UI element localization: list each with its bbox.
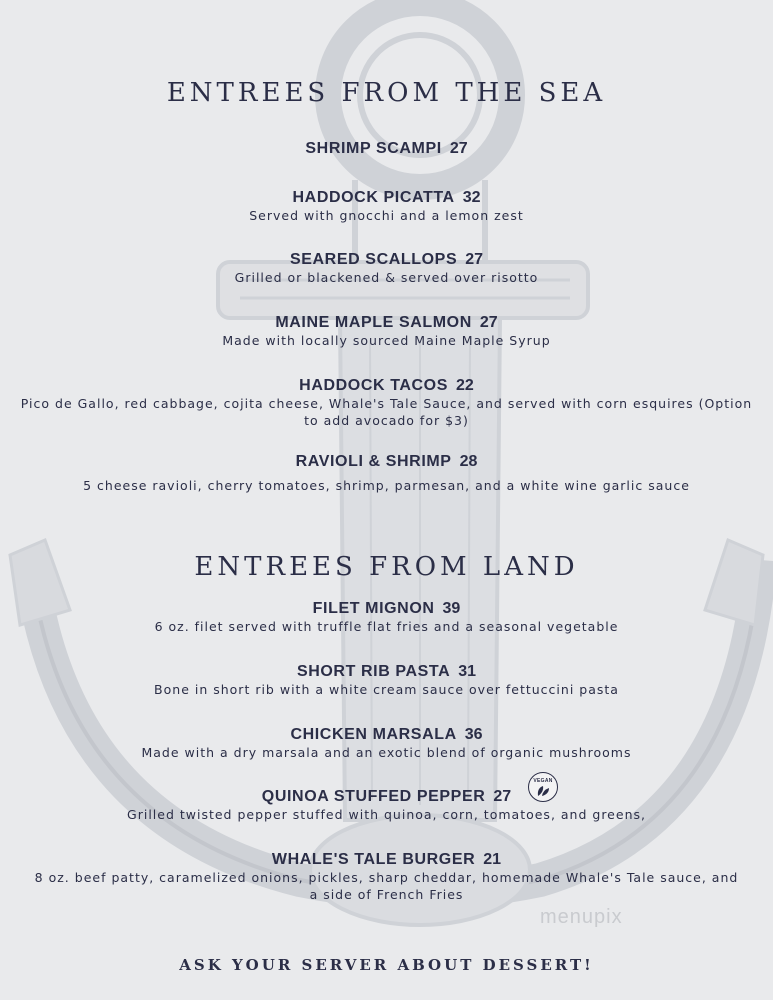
item-price: 27: [479, 314, 498, 331]
menu-item-haddock-tacos: [0, 375, 773, 429]
item-name: FILET MIGNON: [312, 600, 435, 617]
item-name: MAINE MAPLE SALMON: [275, 314, 472, 331]
land-section-title: ENTREES FROM LAND: [194, 552, 579, 582]
watermark: menupix: [540, 906, 623, 928]
item-price: 39: [442, 600, 461, 617]
item-name: SHRIMP SCAMPI: [305, 140, 442, 157]
vegan-label: VEGAN: [533, 778, 553, 784]
item-price: 27: [493, 788, 512, 805]
item-description: 8 oz. beef patty, caramelized onions, pickles, sharp cheddar, homemade Whale's Tale sauce, and a side of French Fries: [34, 870, 739, 902]
item-description: Bone in short rib with a white cream sauce over fettuccini pasta: [154, 682, 619, 697]
menu-item-shrimp-scampi: [0, 138, 773, 158]
item-price: 36: [464, 726, 483, 743]
item-description: Grilled twisted pepper stuffed with quinoa, corn, tomatoes, and greens,: [127, 807, 646, 822]
item-price: 31: [458, 663, 477, 680]
menu-item-maine-maple-salmon: [0, 312, 773, 349]
dessert-footer: ASK YOUR SERVER ABOUT DESSERT!: [179, 956, 594, 974]
item-description: Served with gnocchi and a lemon zest: [249, 208, 524, 223]
menu-item-short-rib-pasta: [0, 661, 773, 698]
item-name: WHALE'S TALE BURGER: [271, 851, 476, 868]
menu-item-ravioli-shrimp: [0, 451, 773, 494]
sea-section-title: ENTREES FROM THE SEA: [166, 78, 607, 108]
item-name: SHORT RIB PASTA: [296, 663, 451, 680]
leaf-icon: [536, 785, 550, 797]
item-price: 27: [449, 140, 468, 157]
item-description: Made with a dry marsala and an exotic blend of organic mushrooms: [141, 745, 632, 760]
item-name: HADDOCK PICATTA: [292, 189, 455, 206]
menu-item-haddock-picatta: [0, 187, 773, 224]
item-description: Made with locally sourced Maine Maple Syrup: [222, 333, 551, 348]
item-description: 6 oz. filet served with truffle flat fries and a seasonal vegetable: [154, 619, 619, 634]
item-name: CHICKEN MARSALA: [290, 726, 457, 743]
item-name: HADDOCK TACOS: [299, 377, 449, 394]
item-name: SEARED SCALLOPS: [289, 251, 458, 268]
item-price: 21: [483, 851, 502, 868]
menu-item-whales-tale-burger: [0, 849, 773, 903]
item-price: 32: [462, 189, 481, 206]
menu-item-quinoa-stuffed-pepper: [0, 786, 773, 823]
item-description: 5 cheese ravioli, cherry tomatoes, shrimp, parmesan, and a white wine garlic sauce: [83, 478, 690, 493]
item-name: QUINOA STUFFED PEPPER: [261, 788, 486, 805]
item-description: Pico de Gallo, red cabbage, cojita cheese, Whale's Tale Sauce, and served with corn esquires (Option to add avocado for $3): [20, 396, 753, 428]
menu-item-seared-scallops: [0, 249, 773, 286]
menu-item-filet-mignon: [0, 598, 773, 635]
menu-item-chicken-marsala: [0, 724, 773, 761]
item-price: 27: [465, 251, 484, 268]
item-price: 28: [459, 453, 478, 470]
item-name: RAVIOLI & SHRIMP: [295, 453, 452, 470]
item-price: 22: [456, 377, 474, 394]
item-description: Grilled or blackened & served over risotto: [234, 270, 539, 285]
vegan-badge: [528, 772, 558, 802]
